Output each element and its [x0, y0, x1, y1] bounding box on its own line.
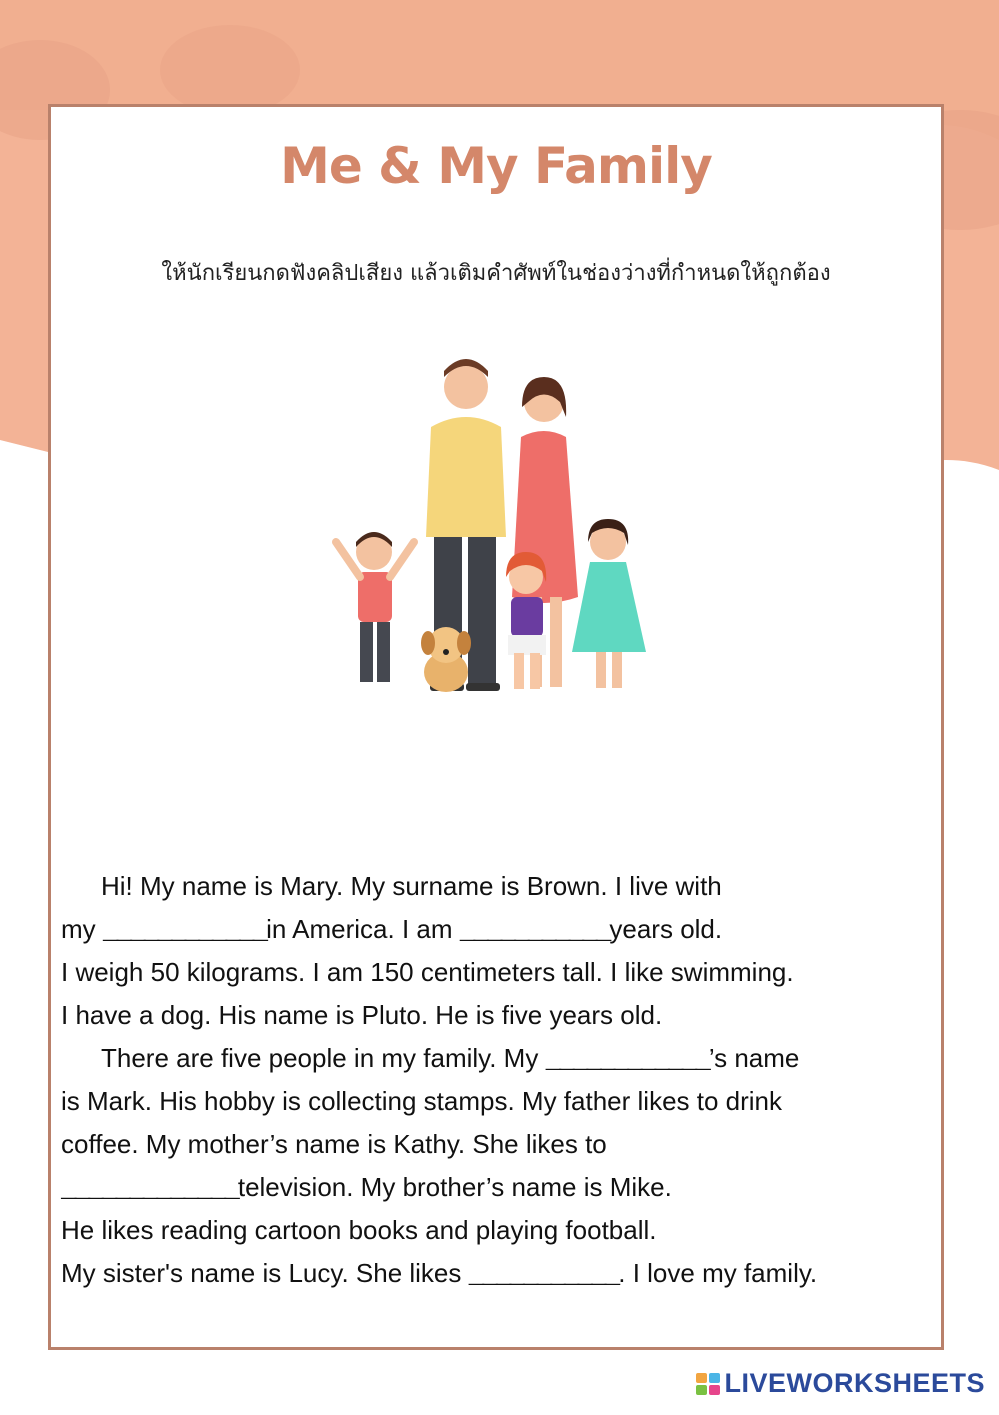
passage-line [61, 865, 941, 908]
text-segment: He likes reading cartoon books and playing football. [61, 1215, 657, 1245]
liveworksheets-logo[interactable] [696, 1368, 985, 1399]
passage-line [61, 1080, 941, 1123]
text-segment: television. My brother’s name is Mike. [237, 1172, 672, 1202]
passage-line [61, 908, 941, 951]
worksheet-card [48, 104, 944, 1350]
text-segment: My sister's name is Lucy. She likes [61, 1258, 469, 1288]
text-segment: years old. [609, 914, 723, 944]
passage-line [61, 994, 941, 1037]
text-segment: in America. I am [266, 914, 460, 944]
family-illustration [316, 347, 696, 727]
blank-family[interactable]: ____________ [102, 916, 267, 946]
logo-text: LIVEWORKSHEETS [724, 1368, 985, 1398]
passage-line [61, 1037, 941, 1080]
text-segment: I weigh 50 kilograms. I am 150 centimeters tall. I like swimming. [61, 957, 794, 987]
page-title: Me & My Family [280, 137, 712, 195]
passage-line [61, 1166, 941, 1209]
blank-sister-hobby[interactable]: ___________ [468, 1260, 619, 1290]
text-segment: Hi! My name is Mary. My surname is Brown. I live with [101, 871, 722, 901]
text-segment: . I love my family. [618, 1258, 818, 1288]
logo-grid-icon [696, 1373, 720, 1395]
passage-line [61, 1209, 941, 1252]
text-segment: my [61, 914, 103, 944]
text-segment: There are five people in my family. My [101, 1043, 546, 1073]
text-segment: is Mark. His hobby is collecting stamps. My father likes to drink [61, 1086, 783, 1116]
text-segment: coffee. My mother’s name is Kathy. She likes to [61, 1129, 607, 1159]
blank-father[interactable]: ____________ [545, 1045, 709, 1075]
blank-watch[interactable]: _____________ [61, 1174, 238, 1204]
instruction-text: ให้นักเรียนกดฟังคลิปเสียง แล้วเติมคำศัพท์ในช่องว่างที่กำหนดให้ถูกต้อง [161, 261, 831, 286]
blank-age[interactable]: ___________ [459, 916, 610, 946]
text-segment: ’s name [708, 1043, 800, 1073]
text-segment: I have a dog. His name is Pluto. He is five years old. [61, 1000, 663, 1030]
passage-text [61, 865, 941, 1295]
passage-line [61, 1252, 941, 1295]
passage-line [61, 951, 941, 994]
passage-line [61, 1123, 941, 1166]
